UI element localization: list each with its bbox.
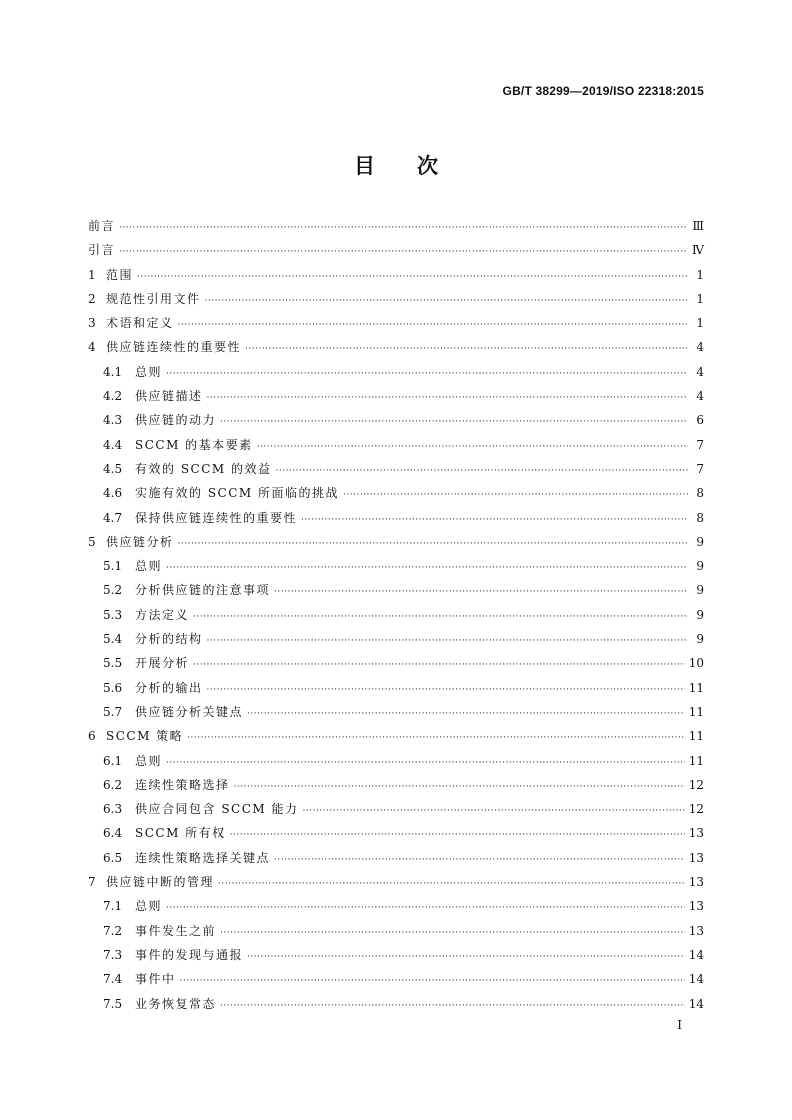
toc-entry-number: 4.6 xyxy=(103,486,123,501)
toc-entry[interactable] xyxy=(88,870,704,894)
toc-entry-label: 实施有效的 SCCM 所面临的挑战 xyxy=(135,486,340,501)
dot-leader xyxy=(220,410,688,434)
toc-entry-number: 6.1 xyxy=(103,753,123,768)
toc-entry-label: 事件的发现与通报 xyxy=(135,947,244,962)
toc-entry[interactable] xyxy=(88,238,704,262)
toc-entry-label: 供应链的动力 xyxy=(135,413,217,428)
toc-entry-number: 2 xyxy=(88,291,96,306)
toc-entry-number: 4.5 xyxy=(103,461,123,476)
dot-leader xyxy=(180,969,685,993)
toc-entry[interactable] xyxy=(88,554,704,578)
dot-leader xyxy=(257,435,688,459)
toc-entry[interactable] xyxy=(88,263,704,287)
toc-entry-number: 7.5 xyxy=(103,996,123,1011)
toc-entry-page: 8 xyxy=(696,486,704,501)
dot-leader xyxy=(166,751,685,775)
toc-entry[interactable] xyxy=(88,919,704,943)
toc-entry-label: 开展分析 xyxy=(135,656,190,671)
dot-leader xyxy=(234,775,685,799)
dot-leader xyxy=(343,483,688,507)
toc-entry[interactable] xyxy=(88,749,704,773)
toc-entry-label: 供应链分析关键点 xyxy=(135,704,244,719)
toc-entry-label: 分析供应链的注意事项 xyxy=(135,583,271,598)
toc-entry-label: 有效的 SCCM 的效益 xyxy=(135,461,272,476)
toc-entry-label: 总则 xyxy=(135,559,163,574)
dot-leader xyxy=(274,580,688,604)
toc-entry[interactable] xyxy=(88,676,704,700)
toc-entry-label: 供应链分析 xyxy=(106,534,174,549)
toc-entry-page: 4 xyxy=(696,389,704,404)
toc-entry-label: 供应合同包含 SCCM 能力 xyxy=(135,802,299,817)
toc-entry-page: 14 xyxy=(688,996,704,1011)
dot-leader xyxy=(303,799,685,823)
standard-code: GB/T 38299—2019/ISO 22318:2015 xyxy=(502,84,704,98)
toc-entry[interactable] xyxy=(88,992,704,1016)
dot-leader xyxy=(220,994,685,1018)
dot-leader xyxy=(301,508,688,532)
toc-entry-page: 11 xyxy=(688,680,704,695)
toc-entry-number: 5.1 xyxy=(103,559,123,574)
toc-entry-page: 7 xyxy=(696,437,704,452)
toc-entry[interactable] xyxy=(88,384,704,408)
toc-entry-number: 7 xyxy=(88,875,96,890)
table-of-contents xyxy=(88,214,704,1016)
toc-entry-page: 12 xyxy=(688,777,704,792)
toc-entry-page: 13 xyxy=(688,850,704,865)
toc-entry-number: 7.1 xyxy=(103,899,123,914)
toc-entry-number: 5.6 xyxy=(103,680,123,695)
dot-leader xyxy=(187,726,685,750)
dot-leader xyxy=(218,872,685,896)
toc-entry[interactable] xyxy=(88,967,704,991)
toc-entry-number: 5.2 xyxy=(103,583,123,598)
toc-entry[interactable] xyxy=(88,360,704,384)
toc-entry-page: 7 xyxy=(696,461,704,476)
toc-entry-number: 5.7 xyxy=(103,704,123,719)
toc-entry-label: SCCM 所有权 xyxy=(135,826,226,841)
dot-leader xyxy=(274,848,685,872)
toc-entry-label: 总则 xyxy=(135,899,163,914)
toc-entry-page: 9 xyxy=(696,607,704,622)
toc-entry-number: 6 xyxy=(88,729,96,744)
toc-entry-label: 连续性策略选择 xyxy=(135,777,230,792)
toc-entry-number: 4 xyxy=(88,340,96,355)
toc-entry-label: 引言 xyxy=(88,243,116,258)
toc-entry-page: 14 xyxy=(688,972,704,987)
dot-leader xyxy=(207,629,688,653)
toc-entry-label: 总则 xyxy=(135,753,163,768)
toc-entry-number: 4.2 xyxy=(103,389,123,404)
toc-entry-number: 1 xyxy=(88,267,96,282)
toc-entry[interactable] xyxy=(88,578,704,602)
toc-entry-label: 分析的输出 xyxy=(135,680,203,695)
toc-entry[interactable] xyxy=(88,506,704,530)
toc-entry-page: 1 xyxy=(696,291,704,306)
dot-leader xyxy=(119,240,688,264)
toc-entry[interactable] xyxy=(88,214,704,238)
toc-entry-number: 7.3 xyxy=(103,947,123,962)
toc-entry-number: 5.3 xyxy=(103,607,123,622)
dot-leader xyxy=(178,532,688,556)
toc-entry-label: 分析的结构 xyxy=(135,632,203,647)
toc-entry-page: 6 xyxy=(696,413,704,428)
toc-entry-label: 连续性策略选择关键点 xyxy=(135,850,271,865)
dot-leader xyxy=(207,678,685,702)
toc-entry[interactable] xyxy=(88,846,704,870)
toc-entry-page: 1 xyxy=(696,316,704,331)
toc-entry-page: 9 xyxy=(696,559,704,574)
toc-entry[interactable] xyxy=(88,894,704,918)
toc-entry[interactable] xyxy=(88,530,704,554)
toc-entry-number: 3 xyxy=(88,316,96,331)
toc-entry-label: 保持供应链连续性的重要性 xyxy=(135,510,298,525)
toc-entry-number: 4.3 xyxy=(103,413,123,428)
toc-entry-page: 11 xyxy=(688,753,704,768)
dot-leader xyxy=(247,702,685,726)
toc-entry[interactable] xyxy=(88,433,704,457)
toc-entry-number: 4.7 xyxy=(103,510,123,525)
toc-entry-label: 总则 xyxy=(135,364,163,379)
toc-entry[interactable] xyxy=(88,603,704,627)
toc-entry-number: 6.2 xyxy=(103,777,123,792)
toc-entry-page: Ⅳ xyxy=(692,243,704,258)
toc-entry-page: 13 xyxy=(688,875,704,890)
toc-entry-page: 11 xyxy=(688,704,704,719)
toc-entry[interactable] xyxy=(88,457,704,481)
toc-entry-number: 7.4 xyxy=(103,972,123,987)
toc-entry-label: SCCM 策略 xyxy=(106,729,184,744)
toc-entry-label: 供应链描述 xyxy=(135,389,203,404)
dot-leader xyxy=(166,556,688,580)
toc-entry-number: 5.5 xyxy=(103,656,123,671)
dot-leader xyxy=(207,386,688,410)
toc-entry-page: Ⅲ xyxy=(692,219,704,233)
toc-entry-label: SCCM 的基本要素 xyxy=(135,437,253,452)
dot-leader xyxy=(137,265,688,289)
toc-entry-number: 4.1 xyxy=(103,364,123,379)
dot-leader xyxy=(230,823,685,847)
toc-entry[interactable] xyxy=(88,408,704,432)
toc-entry-page: 8 xyxy=(696,510,704,525)
dot-leader xyxy=(247,945,685,969)
toc-entry[interactable] xyxy=(88,700,704,724)
toc-entry-number: 6.5 xyxy=(103,850,123,865)
toc-entry-number: 7.2 xyxy=(103,923,123,938)
toc-entry-page: 13 xyxy=(688,826,704,841)
toc-entry-page: 4 xyxy=(696,364,704,379)
dot-leader xyxy=(193,653,685,677)
toc-entry-number: 4.4 xyxy=(103,437,123,452)
toc-entry[interactable] xyxy=(88,797,704,821)
toc-entry-page: 1 xyxy=(696,267,704,282)
toc-entry-page: 4 xyxy=(696,340,704,355)
toc-entry[interactable] xyxy=(88,943,704,967)
toc-entry-page: 11 xyxy=(688,729,704,744)
toc-entry-page: 9 xyxy=(696,534,704,549)
toc-entry-page: 12 xyxy=(688,802,704,817)
dot-leader xyxy=(205,289,688,313)
page-title: 目 次 xyxy=(354,154,438,178)
toc-entry-page: 9 xyxy=(696,632,704,647)
toc-entry-label: 业务恢复常态 xyxy=(135,996,217,1011)
toc-entry-label: 供应链中断的管理 xyxy=(106,875,215,890)
toc-entry-number: 5 xyxy=(88,534,96,549)
toc-entry[interactable] xyxy=(88,287,704,311)
toc-entry[interactable] xyxy=(88,773,704,797)
toc-entry-label: 事件中 xyxy=(135,972,176,987)
toc-entry[interactable] xyxy=(88,481,704,505)
toc-entry-page: 13 xyxy=(688,923,704,938)
toc-entry[interactable] xyxy=(88,651,704,675)
toc-entry[interactable] xyxy=(88,724,704,748)
toc-entry-label: 术语和定义 xyxy=(106,316,174,331)
dot-leader xyxy=(220,921,685,945)
toc-entry[interactable] xyxy=(88,335,704,359)
toc-entry[interactable] xyxy=(88,821,704,845)
toc-entry-number: 6.3 xyxy=(103,802,123,817)
toc-entry-label: 供应链连续性的重要性 xyxy=(106,340,242,355)
toc-entry-label: 前言 xyxy=(88,219,116,233)
toc-entry-label: 方法定义 xyxy=(135,607,190,622)
dot-leader xyxy=(193,605,688,629)
dot-leader xyxy=(178,313,688,337)
toc-entry-page: 10 xyxy=(688,656,704,671)
toc-entry-label: 范围 xyxy=(106,267,134,282)
toc-entry[interactable] xyxy=(88,627,704,651)
toc-entry[interactable] xyxy=(88,311,704,335)
dot-leader xyxy=(276,459,688,483)
dot-leader xyxy=(245,337,688,361)
toc-entry-label: 规范性引用文件 xyxy=(106,291,201,306)
toc-entry-number: 6.4 xyxy=(103,826,123,841)
toc-entry-page: 14 xyxy=(688,947,704,962)
toc-entry-number: 5.4 xyxy=(103,632,123,647)
toc-entry-page: 9 xyxy=(696,583,704,598)
dot-leader xyxy=(166,896,685,920)
toc-entry-label: 事件发生之前 xyxy=(135,923,217,938)
dot-leader xyxy=(166,362,688,386)
dot-leader xyxy=(119,216,688,240)
page-number: Ⅰ xyxy=(677,1018,682,1032)
toc-entry-page: 13 xyxy=(688,899,704,914)
